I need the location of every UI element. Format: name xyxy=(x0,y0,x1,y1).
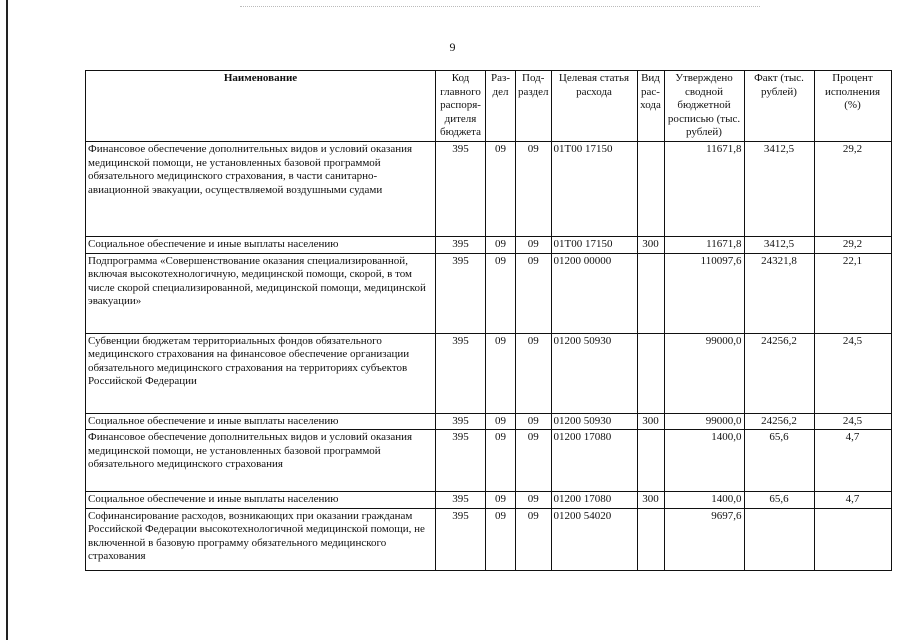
row-percent: 24,5 xyxy=(814,333,891,413)
table-row xyxy=(86,333,892,413)
page-number: 9 xyxy=(449,40,456,54)
row-type xyxy=(637,430,664,492)
table-row xyxy=(86,253,892,333)
row-name: Подпрограмма «Совершенствование оказания специализированной, включая высокотехнологичную, медицинской помощи, скорой, в том числе скорой специализированной, медицинской помощи, медицинской эвакуации» xyxy=(86,253,436,333)
row-subsection: 09 xyxy=(516,508,552,570)
row-percent: 24,5 xyxy=(814,413,891,430)
row-section: 09 xyxy=(486,413,516,430)
row-approved: 11671,8 xyxy=(664,237,744,254)
row-type xyxy=(637,333,664,413)
table-row xyxy=(86,237,892,254)
row-name: Социальное обеспечение и иные выплаты населению xyxy=(86,237,436,254)
row-percent: 29,2 xyxy=(814,237,891,254)
row-section: 09 xyxy=(486,253,516,333)
row-percent: 22,1 xyxy=(814,253,891,333)
row-fact: 3412,5 xyxy=(744,237,814,254)
row-percent: 29,2 xyxy=(814,142,891,237)
row-subsection: 09 xyxy=(516,492,552,509)
table-row xyxy=(86,508,892,570)
row-name: Социальное обеспечение и иные выплаты населению xyxy=(86,413,436,430)
row-target: 01Т00 17150 xyxy=(551,142,637,237)
row-subsection: 09 xyxy=(516,333,552,413)
budget-execution-table xyxy=(85,70,892,571)
header-section: Раз-дел xyxy=(486,71,516,142)
scan-edge-line xyxy=(6,0,8,640)
row-fact: 65,6 xyxy=(744,430,814,492)
row-code: 395 xyxy=(436,492,486,509)
row-subsection: 09 xyxy=(516,253,552,333)
row-approved: 99000,0 xyxy=(664,413,744,430)
row-section: 09 xyxy=(486,237,516,254)
row-fact: 3412,5 xyxy=(744,142,814,237)
row-percent: 4,7 xyxy=(814,430,891,492)
row-section: 09 xyxy=(486,492,516,509)
row-percent xyxy=(814,508,891,570)
row-code: 395 xyxy=(436,237,486,254)
table-row xyxy=(86,492,892,509)
row-percent: 4,7 xyxy=(814,492,891,509)
header-type: Вид рас-хода xyxy=(637,71,664,142)
row-fact: 24256,2 xyxy=(744,413,814,430)
row-target: 01200 17080 xyxy=(551,430,637,492)
row-subsection: 09 xyxy=(516,413,552,430)
row-subsection: 09 xyxy=(516,142,552,237)
header-target: Целевая статья расхода xyxy=(551,71,637,142)
row-target: 01Т00 17150 xyxy=(551,237,637,254)
header-approved: Утверждено сводной бюджетной росписью (тыс. рублей) xyxy=(664,71,744,142)
scan-noise-line xyxy=(240,6,760,7)
row-code: 395 xyxy=(436,333,486,413)
row-code: 395 xyxy=(436,413,486,430)
row-type xyxy=(637,142,664,237)
row-name: Социальное обеспечение и иные выплаты населению xyxy=(86,492,436,509)
header-percent: Процент исполнения (%) xyxy=(814,71,891,142)
row-type xyxy=(637,508,664,570)
row-type: 300 xyxy=(637,237,664,254)
row-name: Финансовое обеспечение дополнительных видов и условий оказания медицинской помощи, не установленных базовой программой обязательного медицинского страхования xyxy=(86,430,436,492)
row-section: 09 xyxy=(486,142,516,237)
row-code: 395 xyxy=(436,142,486,237)
row-fact: 65,6 xyxy=(744,492,814,509)
row-subsection: 09 xyxy=(516,430,552,492)
row-name: Финансовое обеспечение дополнительных видов и условий оказания медицинской помощи, не установленных базовой программой обязательного медицинского страхования, в части санитарно-авиационной эвакуации, осуществляемой воздушными судами xyxy=(86,142,436,237)
row-fact: 24256,2 xyxy=(744,333,814,413)
table-row xyxy=(86,430,892,492)
row-type: 300 xyxy=(637,492,664,509)
row-target: 01200 17080 xyxy=(551,492,637,509)
row-fact xyxy=(744,508,814,570)
row-name: Софинансирование расходов, возникающих при оказании гражданам Российской Федерации высокотехнологичной медицинской помощи, не включенной в базовую программу обязательного медицинского страхования xyxy=(86,508,436,570)
row-approved: 99000,0 xyxy=(664,333,744,413)
row-fact: 24321,8 xyxy=(744,253,814,333)
table-row xyxy=(86,413,892,430)
header-name: Наименование xyxy=(86,71,436,142)
row-section: 09 xyxy=(486,430,516,492)
row-target: 01200 54020 xyxy=(551,508,637,570)
row-approved: 1400,0 xyxy=(664,492,744,509)
row-name: Субвенции бюджетам территориальных фондов обязательного медицинского страхования на финансовое обеспечение организации обязательного медицинского страхования на территориях субъектов Российской Федерации xyxy=(86,333,436,413)
table-row xyxy=(86,142,892,237)
row-approved: 11671,8 xyxy=(664,142,744,237)
row-target: 01200 50930 xyxy=(551,333,637,413)
row-type xyxy=(637,253,664,333)
row-code: 395 xyxy=(436,253,486,333)
row-code: 395 xyxy=(436,430,486,492)
row-approved: 9697,6 xyxy=(664,508,744,570)
header-fact: Факт (тыс. рублей) xyxy=(744,71,814,142)
row-section: 09 xyxy=(486,333,516,413)
header-subsection: Под-раздел xyxy=(516,71,552,142)
row-approved: 110097,6 xyxy=(664,253,744,333)
header-main-code: Код главного распоря-дителя бюджета xyxy=(436,71,486,142)
row-subsection: 09 xyxy=(516,237,552,254)
row-type: 300 xyxy=(637,413,664,430)
row-code: 395 xyxy=(436,508,486,570)
row-approved: 1400,0 xyxy=(664,430,744,492)
row-section: 09 xyxy=(486,508,516,570)
row-target: 01200 00000 xyxy=(551,253,637,333)
row-target: 01200 50930 xyxy=(551,413,637,430)
table-header-row xyxy=(86,71,892,142)
